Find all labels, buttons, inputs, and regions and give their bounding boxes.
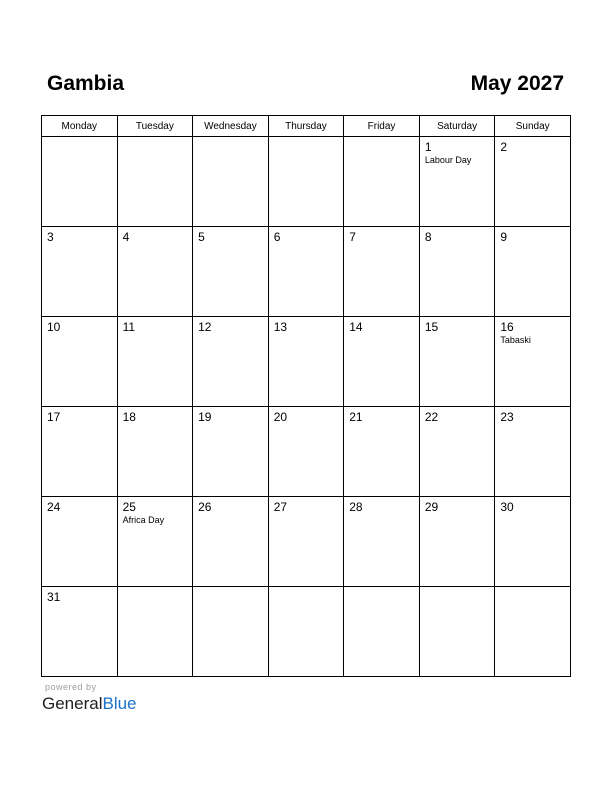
weekday-thursday: Thursday: [268, 116, 344, 137]
day-number: 25: [122, 500, 136, 514]
week-row: [42, 407, 571, 497]
day-number: 11: [122, 320, 136, 334]
day-cell: [495, 227, 571, 317]
day-cell: [419, 407, 495, 497]
day-number: 12: [198, 320, 212, 334]
day-cell: [495, 137, 571, 227]
day-number: 21: [349, 410, 363, 424]
day-cell: [117, 227, 193, 317]
day-cell: [419, 587, 495, 677]
weekday-sunday: Sunday: [495, 116, 571, 137]
day-cell: [419, 137, 495, 227]
day-cell: [495, 587, 571, 677]
day-number: 27: [273, 500, 288, 514]
day-cell: [344, 497, 420, 587]
day-number: 28: [349, 500, 363, 514]
day-cell: [42, 587, 118, 677]
day-cell: [268, 137, 344, 227]
day-cell: [193, 227, 269, 317]
powered-by-label: powered by: [45, 682, 97, 692]
weekday-saturday: Saturday: [419, 116, 495, 137]
calendar-grid: [41, 115, 571, 677]
brand-general-text: General: [42, 694, 103, 713]
day-cell: [193, 317, 269, 407]
weekday-friday: Friday: [344, 116, 420, 137]
day-cell: [495, 317, 571, 407]
day-cell: [42, 137, 118, 227]
day-cell: [117, 317, 193, 407]
day-cell: [117, 407, 193, 497]
day-number: 2: [500, 140, 508, 154]
day-number: 30: [500, 500, 514, 514]
day-cell: [419, 227, 495, 317]
generalblue-logo-link[interactable]: [42, 694, 137, 714]
weekday-monday: Monday: [42, 116, 118, 137]
day-number: 6: [273, 230, 281, 244]
day-cell: [268, 587, 344, 677]
day-number: 23: [500, 410, 514, 424]
day-cell: [419, 317, 495, 407]
country-title: Gambia: [47, 72, 125, 95]
weekday-tuesday: Tuesday: [117, 116, 193, 137]
weekday-header-row: [42, 116, 571, 137]
day-cell: [344, 317, 420, 407]
day-cell: [495, 497, 571, 587]
week-row: [42, 497, 571, 587]
day-number: 7: [349, 230, 356, 244]
day-cell: [42, 407, 118, 497]
day-cell: [495, 407, 571, 497]
day-number: 19: [198, 410, 212, 424]
week-row: [42, 137, 571, 227]
day-cell: [268, 317, 344, 407]
day-cell: [42, 227, 118, 317]
week-row: [42, 587, 571, 677]
day-number: 1: [424, 140, 432, 154]
day-cell: [344, 587, 420, 677]
day-number: 22: [424, 410, 439, 424]
day-cell: [268, 227, 344, 317]
holiday-label: Tabaski: [500, 335, 531, 345]
day-number: 13: [273, 320, 288, 334]
day-cell: [193, 497, 269, 587]
day-cell: [117, 497, 193, 587]
holiday-label: Labour Day: [424, 155, 472, 165]
day-number: 14: [349, 320, 363, 334]
day-number: 4: [122, 230, 130, 244]
holiday-label: Africa Day: [122, 515, 165, 525]
day-cell: [42, 497, 118, 587]
day-number: 18: [122, 410, 136, 424]
brand-blue-text: Blue: [102, 694, 137, 713]
day-cell: [193, 137, 269, 227]
day-number: 29: [424, 500, 439, 514]
day-cell: [117, 587, 193, 677]
week-row: [42, 227, 571, 317]
day-number: 15: [424, 320, 439, 334]
day-number: 5: [198, 230, 205, 244]
day-cell: [42, 317, 118, 407]
day-number: 3: [47, 230, 54, 244]
day-cell: [344, 137, 420, 227]
day-number: 24: [47, 500, 61, 514]
day-cell: [344, 407, 420, 497]
day-number: 26: [198, 500, 212, 514]
day-number: 10: [47, 320, 61, 334]
day-number: 31: [47, 590, 61, 604]
week-row: [42, 317, 571, 407]
day-number: 8: [424, 230, 432, 244]
day-cell: [268, 407, 344, 497]
day-number: 20: [273, 410, 288, 424]
day-cell: [117, 137, 193, 227]
day-cell: [419, 497, 495, 587]
day-number: 17: [47, 410, 61, 424]
day-cell: [344, 227, 420, 317]
day-cell: [268, 497, 344, 587]
month-year-title: May 2027: [470, 72, 564, 95]
day-cell: [193, 587, 269, 677]
day-number: 16: [500, 320, 514, 334]
weekday-wednesday: Wednesday: [193, 116, 269, 137]
day-cell: [193, 407, 269, 497]
day-number: 9: [500, 230, 508, 244]
